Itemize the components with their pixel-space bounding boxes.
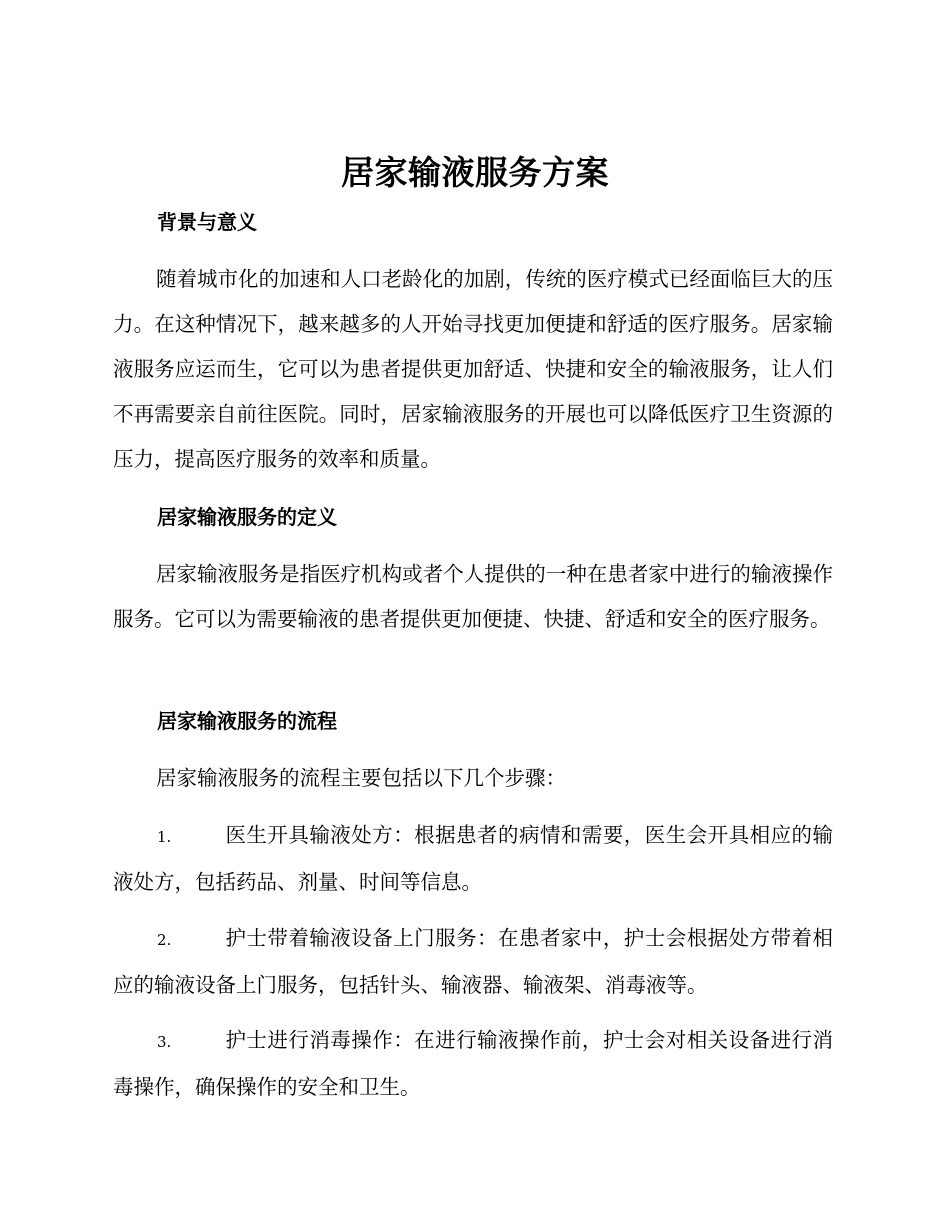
process-step-1 <box>113 813 833 905</box>
section-heading-definition: 居家输液服务的定义 <box>157 505 337 529</box>
process-step-number: 3. <box>157 1033 172 1051</box>
process-step-text: 医生开具输液处方：根据患者的病情和需要，医生会开具相应的输液处方，包括药品、剂量、时间等信息。 <box>113 823 833 894</box>
document-title: 居家输液服务方案 <box>341 153 609 192</box>
section-paragraph-process: 居家输液服务的流程主要包括以下几个步骤： <box>156 766 566 790</box>
process-step-number: 1. <box>157 828 172 846</box>
process-step-number: 2. <box>157 931 172 949</box>
process-step-2 <box>113 916 833 1008</box>
section-paragraph-background: 随着城市化的加速和人口老龄化的加剧，传统的医疗模式已经面临巨大的压力。在这种情况下，越来越多的人开始寻找更加便捷和舒适的医疗服务。居家输液服务应运而生，它可以为患者提供更加舒适、快捷和安全的输液服务，让人们不再需要亲自前往医院。同时，居家输液服务的开展也可以降低医疗卫生资源的压力，提高医疗服务的效率和质量。 <box>113 267 833 471</box>
process-step-3 <box>113 1018 833 1110</box>
process-step-text: 护士进行消毒操作：在进行输液操作前，护士会对相关设备进行消毒操作，确保操作的安全和卫生。 <box>113 1028 833 1099</box>
section-paragraph-definition: 居家输液服务是指医疗机构或者个人提供的一种在患者家中进行的输液操作服务。它可以为需要输液的患者提供更加便捷、快捷、舒适和安全的医疗服务。 <box>113 562 833 631</box>
process-step-text: 护士带着输液设备上门服务：在患者家中，护士会根据处方带着相应的输液设备上门服务，包括针头、输液器、输液架、消毒液等。 <box>113 926 833 997</box>
section-heading-process: 居家输液服务的流程 <box>157 709 337 733</box>
section-heading-background: 背景与意义 <box>157 210 257 234</box>
